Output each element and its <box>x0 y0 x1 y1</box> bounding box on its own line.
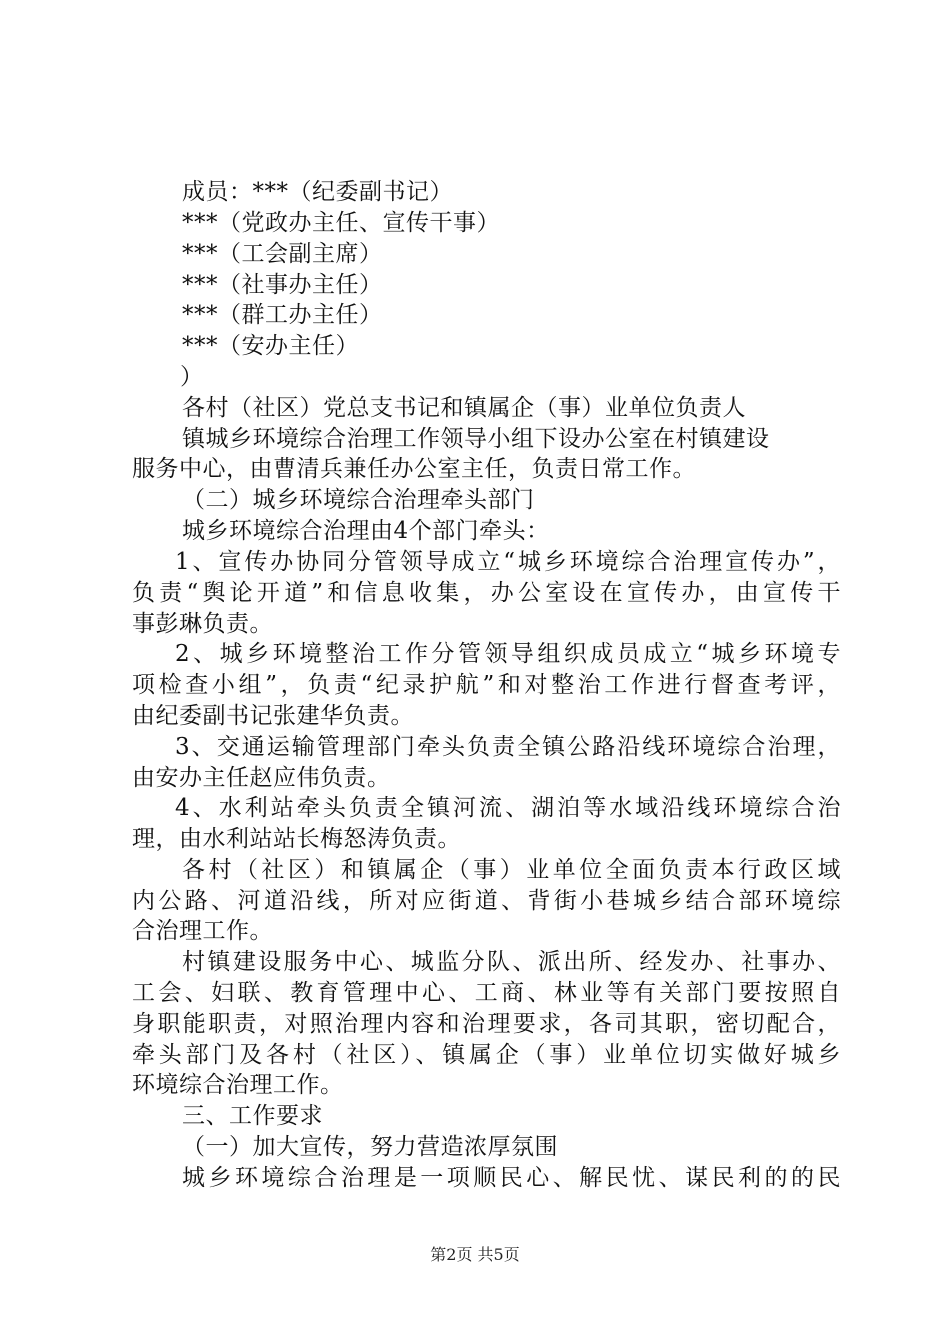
text-line: ***（社事办主任） <box>182 272 383 298</box>
text-line: 城乡环境综合治理由4个部门牵头： <box>182 518 550 544</box>
text-line: 由纪委副书记张建华负责。 <box>132 703 414 729</box>
text-line: 村镇建设服务中心、城监分队、派出所、经发办、社事办、 <box>182 949 841 975</box>
text-line: 牵头部门及各村（社区）、镇属企（事）业单位切实做好城乡 <box>132 1042 841 1068</box>
text-line: 工会、妇联、教育管理中心、工商、林业等有关部门要按照自 <box>132 980 841 1006</box>
text-line: ***（党政办主任、宣传干事） <box>182 210 500 236</box>
text-line: 合治理工作。 <box>132 918 273 944</box>
text-line: 各村（社区）党总支书记和镇属企（事）业单位负责人 <box>182 395 746 421</box>
page-footer: 第2页 共5页 <box>430 1245 520 1264</box>
text-line: ） <box>180 364 204 390</box>
section-heading: （一）加大宣传，努力营造浓厚氛围 <box>182 1134 558 1160</box>
text-line: ***（安办主任） <box>182 333 359 359</box>
text-line: 镇城乡环境综合治理工作领导小组下设办公室在村镇建设 <box>182 426 770 452</box>
text-line: 理，由水利站站长梅怒涛负责。 <box>132 826 461 852</box>
text-line: 1、宣传办协同分管领导成立“城乡环境综合治理宣传办”， <box>175 549 841 575</box>
text-line: 事彭琳负责。 <box>132 611 273 637</box>
text-line: 2、城乡环境整治工作分管领导组织成员成立“城乡环境专 <box>175 641 841 667</box>
text-line: 成员：***（纪委副书记） <box>182 179 453 205</box>
text-line: 服务中心，由曹清兵兼任办公室主任，负责日常工作。 <box>132 456 696 482</box>
text-line: 3、交通运输管理部门牵头负责全镇公路沿线环境综合治理， <box>175 734 841 760</box>
section-heading: 三、工作要求 <box>182 1103 323 1129</box>
text-line: 各村（社区）和镇属企（事）业单位全面负责本行政区域 <box>182 857 841 883</box>
text-line: 负责“舆论开道”和信息收集，办公室设在宣传办，由宣传干 <box>132 580 841 606</box>
text-line: ***（工会副主席） <box>182 241 383 267</box>
text-line: ***（群工办主任） <box>182 302 383 328</box>
text-line: 城乡环境综合治理是一项顺民心、解民忧、谋民利的的民 <box>182 1165 841 1191</box>
text-line: 身职能职责，对照治理内容和治理要求，各司其职，密切配合， <box>132 1011 841 1037</box>
text-line: 项检查小组”，负责“纪录护航”和对整治工作进行督查考评， <box>132 672 841 698</box>
text-line: 由安办主任赵应伟负责。 <box>132 765 391 791</box>
text-line: 4、水利站牵头负责全镇河流、湖泊等水域沿线环境综合治 <box>175 795 841 821</box>
section-heading: （二）城乡环境综合治理牵头部门 <box>182 487 535 513</box>
text-line: 环境综合治理工作。 <box>132 1072 344 1098</box>
text-line: 内公路、河道沿线，所对应街道、背街小巷城乡结合部环境综 <box>132 888 841 914</box>
